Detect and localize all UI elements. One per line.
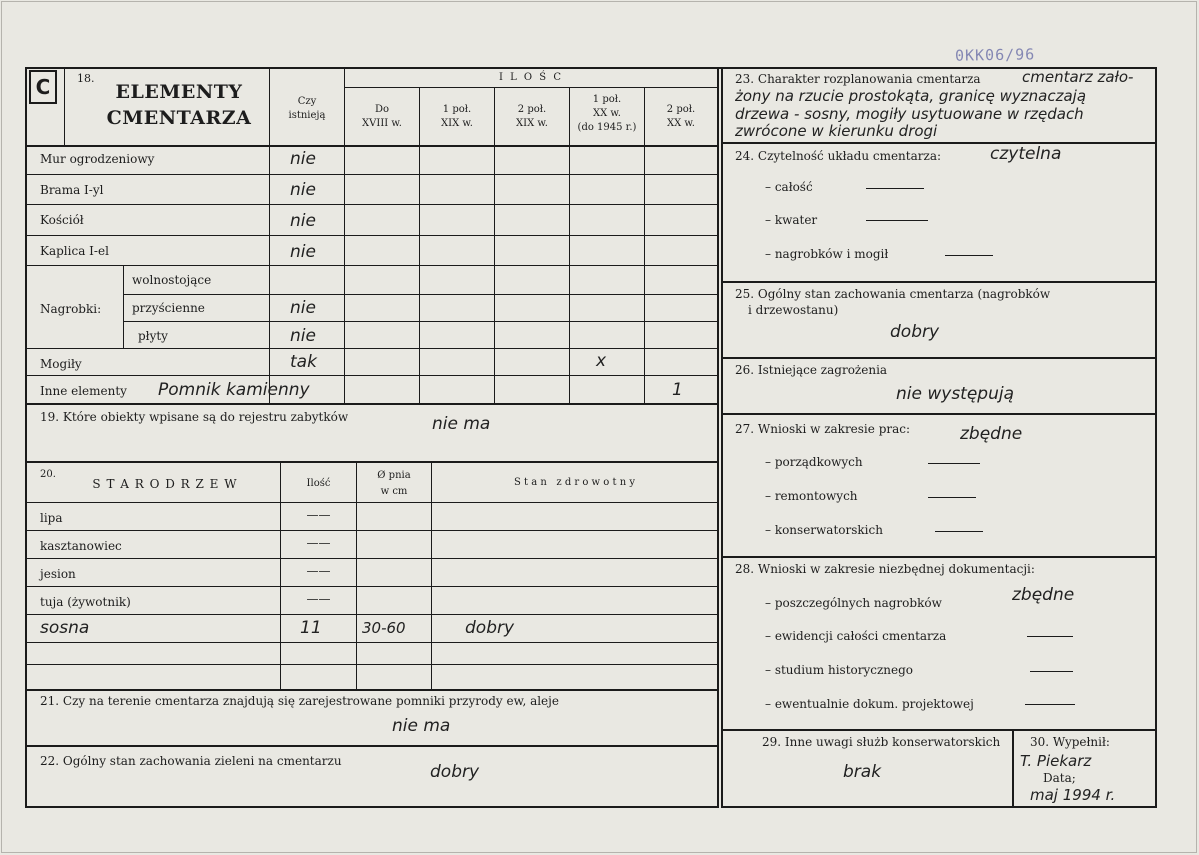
row-line xyxy=(27,348,717,349)
tree-count-lipa: —— xyxy=(306,508,331,522)
row-line xyxy=(27,375,717,376)
frame-bottom-left xyxy=(25,806,719,808)
q23-label: 23. Charakter rozplanowania cmentarza xyxy=(735,72,981,86)
q28-item-4: – ewentualnie dokum. projektowej xyxy=(765,697,974,711)
q24-item-2: – kwater xyxy=(765,213,818,227)
section-title-2: CMENTARZA xyxy=(106,107,252,129)
q20-col-pien-2: w cm xyxy=(380,486,408,497)
q28-item-2: – ewidencji całości cmentarza xyxy=(765,629,947,643)
tree-count-sosna: 11 xyxy=(300,618,322,638)
period-3b: XIX w. xyxy=(516,118,548,129)
section-line xyxy=(721,357,1157,359)
col-exists-1: Czy xyxy=(297,96,317,107)
q28-item-2-dash xyxy=(1027,636,1073,637)
q27-label: 27. Wnioski w zakresie prac: xyxy=(735,422,911,436)
col-line xyxy=(569,88,570,403)
row-label-wolnostojace: wolnostojące xyxy=(132,273,212,287)
period-2a: 1 poł. xyxy=(442,104,472,115)
q27-value: zbędne xyxy=(960,424,1023,444)
period-1a: Do xyxy=(374,104,390,115)
tree-row-line xyxy=(27,530,717,531)
value-brama: nie xyxy=(290,180,316,200)
tree-name-kasztanowiec: kasztanowiec xyxy=(40,539,122,553)
q29-q30-divider xyxy=(1012,729,1014,807)
q19-value: nie ma xyxy=(432,414,491,434)
q30-label: 30. Wypełnił: xyxy=(1030,735,1110,749)
value-kosciol: nie xyxy=(290,211,316,231)
tree-count-jesion: —— xyxy=(306,564,331,578)
row-line xyxy=(27,265,717,266)
section-title-1: ELEMENTY xyxy=(115,81,243,103)
tree-row-line xyxy=(27,558,717,559)
header-bottom-line xyxy=(25,145,719,147)
q26-value: nie występują xyxy=(896,384,1015,404)
section-line xyxy=(25,403,719,405)
row-label-brama: Brama I-yl xyxy=(40,183,104,197)
q23-line-3: drzewa - sosny, mogiły usytuowane w rzędach xyxy=(735,105,1084,123)
q26-label: 26. Istniejące zagrożenia xyxy=(735,363,888,377)
value-mogily: tak xyxy=(290,352,317,372)
row-label-plyty: płyty xyxy=(138,329,168,343)
period-4c: (do 1945 r.) xyxy=(577,122,637,133)
col-line xyxy=(644,88,645,403)
row-line xyxy=(124,321,717,322)
q24-value: czytelna xyxy=(990,144,1062,164)
q25-value: dobry xyxy=(890,322,940,342)
row-label-inne: Inne elementy xyxy=(40,384,127,398)
q30-name: T. Piekarz xyxy=(1020,752,1092,770)
tree-name-jesion: jesion xyxy=(40,567,76,581)
q27-item-1-dash xyxy=(928,463,980,464)
tree-count-tuja: —— xyxy=(306,592,331,606)
section-line xyxy=(25,689,719,691)
q30-date: maj 1994 r. xyxy=(1030,786,1116,804)
tree-header-line xyxy=(27,502,717,503)
q23-line-4: zwrócone w kierunku drogi xyxy=(735,122,938,140)
row-line xyxy=(27,204,717,205)
q19-label: 19. Które obiekty wpisane są do rejestru zabytków xyxy=(40,410,349,424)
period-5b: XX w. xyxy=(667,118,695,129)
section-line xyxy=(721,142,1157,144)
frame-left-line xyxy=(25,67,27,808)
q24-item-1: – całość xyxy=(765,180,813,194)
section-line xyxy=(25,461,719,463)
row-line xyxy=(27,174,717,175)
q24-item-3-dash xyxy=(945,255,993,256)
tree-state-sosna: dobry xyxy=(465,618,515,638)
section-line xyxy=(25,745,719,747)
row-label-mur: Mur ogrodzeniowy xyxy=(40,152,155,166)
value-mogily-1945: x xyxy=(596,351,607,371)
period-5a: 2 poł. xyxy=(666,104,696,115)
value-przyscienne: nie xyxy=(290,298,316,318)
row-label-kaplica: Kaplica I-el xyxy=(40,244,109,258)
nagrobki-divider xyxy=(123,265,124,348)
q27-item-1: – porządkowych xyxy=(765,455,863,469)
section-line xyxy=(721,413,1157,415)
q28-label: 28. Wnioski w zakresie niezbędnej dokumentacji: xyxy=(735,562,1035,576)
q28-value: zbędne xyxy=(1012,585,1075,605)
q21-label: 21. Czy na terenie cmentarza znajdują się zarejestrowane pomniki przyrody ew, aleje xyxy=(40,694,559,708)
q24-item-3: – nagrobków i mogił xyxy=(765,247,889,261)
period-3a: 2 poł. xyxy=(517,104,547,115)
q27-item-3: – konserwatorskich xyxy=(765,523,883,537)
col-exists-2: istnieją xyxy=(288,110,326,121)
row-line xyxy=(124,294,717,295)
q20-col-ilosc: Ilość xyxy=(306,478,331,489)
section-line xyxy=(721,281,1157,283)
frame-middle-line xyxy=(717,67,719,808)
q22-value: dobry xyxy=(430,762,480,782)
q21-value: nie ma xyxy=(392,716,451,736)
period-1b: XVIII w. xyxy=(362,118,402,129)
section-num: 18. xyxy=(77,72,95,85)
period-4a: 1 poł. xyxy=(592,94,622,105)
value-inne-count: 1 xyxy=(672,380,683,400)
q20-num: 20. xyxy=(40,469,56,480)
value-plyty: nie xyxy=(290,326,316,346)
section-line xyxy=(721,729,1157,731)
nagrobki-label: Nagrobki: xyxy=(40,302,102,316)
value-kaplica: nie xyxy=(290,242,316,262)
row-label-kosciol: Kościół xyxy=(40,213,84,227)
period-4b: XX w. xyxy=(593,108,621,119)
frame-right-line xyxy=(1155,67,1157,808)
period-2b: XIX w. xyxy=(441,118,473,129)
frame-middle-line-2 xyxy=(721,67,723,808)
tree-name-sosna: sosna xyxy=(40,618,90,638)
ilosc-underline xyxy=(345,87,717,88)
frame-bottom-right xyxy=(721,806,1157,808)
q28-item-1: – poszczególnych nagrobków xyxy=(765,596,942,610)
q20-col-pien-1: Ø pnia xyxy=(377,470,411,481)
tree-diam-sosna: 30-60 xyxy=(362,619,406,637)
q28-item-4-dash xyxy=(1025,704,1075,705)
tree-row-line xyxy=(27,586,717,587)
q27-item-3-dash xyxy=(935,531,983,532)
section-letter: C xyxy=(29,70,57,104)
tree-name-tuja: tuja (żywotnik) xyxy=(40,595,131,609)
q29-value: brak xyxy=(843,762,882,782)
value-inne: Pomnik kamienny xyxy=(158,380,310,400)
q24-item-1-dash xyxy=(866,188,924,189)
col-line xyxy=(419,88,420,403)
q22-label: 22. Ogólny stan zachowania zieleni na cmentarzu xyxy=(40,754,342,768)
row-label-mogily: Mogiły xyxy=(40,357,82,371)
tree-row-line xyxy=(27,664,717,665)
q24-label: 24. Czytelność układu cmentarza: xyxy=(735,149,942,163)
q27-item-2-dash xyxy=(928,497,976,498)
row-line xyxy=(27,235,717,236)
tree-row-line xyxy=(27,614,717,615)
tree-row-line xyxy=(27,642,717,643)
q29-label: 29. Inne uwagi służb konserwatorskich xyxy=(762,735,1001,749)
q27-item-2: – remontowych xyxy=(765,489,858,503)
q30-date-label: Data; xyxy=(1043,771,1076,785)
divider xyxy=(64,69,65,147)
section-line xyxy=(721,556,1157,558)
ilosc-header: I L O Ś C xyxy=(498,72,563,83)
col-line xyxy=(494,88,495,403)
q23-line-1: cmentarz zało- xyxy=(1022,68,1134,86)
q25-label-2: i drzewostanu) xyxy=(748,303,839,317)
frame-top-line xyxy=(25,67,1156,69)
q23-line-2: żony na rzucie prostokąta, granicę wyznaczają xyxy=(735,87,1087,105)
row-label-przyscienne: przyścienne xyxy=(132,301,205,315)
value-mur: nie xyxy=(290,149,316,169)
q28-item-3-dash xyxy=(1030,671,1073,672)
tree-count-kasztanowiec: —— xyxy=(306,536,331,550)
q24-item-2-dash xyxy=(866,220,928,221)
q28-item-3: – studium historycznego xyxy=(765,663,914,677)
tree-name-lipa: lipa xyxy=(40,511,63,525)
q20-col-stan: S t a n z d r o w o t n y xyxy=(514,477,635,488)
stamp-text: 0KK06/96 xyxy=(954,45,1036,65)
q25-label-1: 25. Ogólny stan zachowania cmentarza (nagrobków xyxy=(735,287,1051,301)
q20-title: S T A R O D R Z E W xyxy=(92,477,238,491)
tree-col-line xyxy=(431,462,432,690)
